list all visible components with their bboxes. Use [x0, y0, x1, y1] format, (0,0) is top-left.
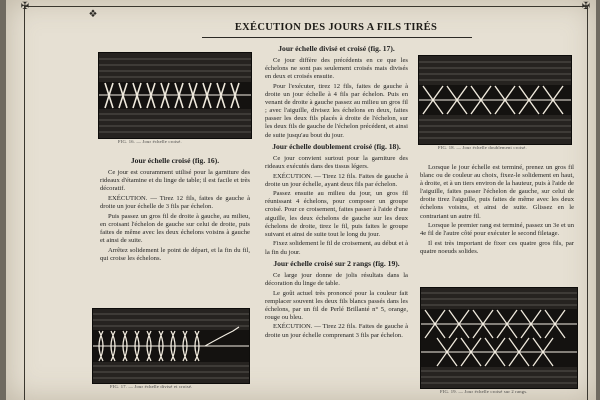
paragraph: Il est très important de fixer ces quatre gros fils, par quatre noeuds solides.: [420, 240, 574, 256]
paragraph: Arrêtez solidement le point de départ, et la fin du fil, qui croise les échelons.: [100, 246, 250, 262]
paragraph: Fixez solidement le fil de croisement, au début et à la fin du jour.: [265, 240, 408, 256]
right-text-column: [420, 164, 574, 258]
corner-ornament-icon: ✠: [581, 1, 591, 12]
section-heading-fig16: Jour échelle croisé (fig. 16).: [130, 156, 220, 165]
title-divider: [202, 37, 472, 38]
paragraph: EXÉCUTION. — Tirez 22 fils. Faites de gauche à droite un jour échelle comprenant 3 fils par échelon.: [265, 323, 408, 339]
paragraph: Ce jour diffère des précédents en ce que les échelons ne sont pas seulement croisés mais divisés en deux et croisés ensuite.: [265, 57, 408, 81]
corner-ornament-icon: ❖: [88, 9, 98, 20]
section-heading-fig18: Jour échelle doublement croisé (fig. 18).: [272, 141, 401, 151]
magazine-page: [6, 0, 596, 400]
figure-19-image: [420, 287, 578, 389]
figure-16-image: [98, 52, 252, 139]
paragraph: Passez ensuite au milieu du jour, un gros fil réunissant 4 échelons, pour composer un groupe croisé. Pour ce croisement, faites passer à l'aide d'une aiguille, les deux échelons de gauche sur les deux échelons de droite, tirez le fil, puis faites le groupe suivant et ainsi de suite tout le long du jour.: [265, 190, 408, 238]
figure-18-caption: FIG. 18. — Jour échelle doublement croisé.: [438, 145, 527, 150]
paragraph: Puis passez un gros fil de droite à gauche, au milieu, en croisant l'échelon de gauche sur celui de droite, puis faites de même avec les deux échelons voisins à gauche et ainsi de suite.: [100, 212, 250, 245]
figure-16-caption: FIG. 16. — Jour échelle croisé.: [118, 139, 182, 144]
paragraph: Lorsque le premier rang est terminé, passez un 3e et un 4e fil de l'autre côté pour exécuter le second filetage.: [420, 222, 574, 238]
paragraph: Le goût actuel très prononcé pour la couleur fait remplacer souvent les deux fils blancs passés dans les échelons, par un fil de Perlé Brillanté n° 5, orange, rouge ou bleu.: [265, 289, 408, 321]
corner-ornament-icon: ✠: [20, 1, 30, 12]
figure-19-caption: FIG. 19. — Jour échelle croisé sur 2 rangs.: [440, 389, 528, 394]
left-text-column: [100, 154, 250, 265]
figure-18-image: [418, 55, 572, 145]
paragraph: Pour l'exécuter, tirez 12 fils, faites de gauche à droite un jour échelle à 4 fils par échelon. Puis en venant de droite à gauche passez au milieu un gros fil ; avec l'aiguille, divisez les échelons en deux, faites passer les deux fils placés à droite de l'échelon, sur les deux fils de gauche de l'échelon précédent, et ainsi de suite jusqu'au bout du jour.: [265, 82, 408, 139]
paragraph: EXÉCUTION. — Tirez 12 fils. Faites de gauche à droite un jour échelle, ayant deux fils par échelon.: [265, 172, 408, 188]
middle-text-column: [265, 42, 408, 341]
section-heading-fig17: Jour échelle divisé et croisé (fig. 17).: [278, 44, 395, 53]
section-heading-fig19: Jour échelle croisé sur 2 rangs (fig. 19).: [273, 258, 400, 268]
paragraph: Ce jour est couramment utilisé pour la garniture des rideaux d'étamine et du linge de table; il est facile et très décoratif.: [100, 169, 250, 193]
paragraph: EXÉCUTION. — Tirez 12 fils, faites de gauche à droite un jour échelle de 3 fils par échelon.: [100, 194, 250, 211]
paragraph: Ce jour convient surtout pour la garniture des rideaux exécutés dans des tissus légers.: [265, 154, 408, 170]
paragraph: Ce large jour donne de jolis résultats dans la décoration du linge de table.: [265, 271, 408, 287]
figure-17-caption: FIG. 17. — Jour échelle divisé et croisé.: [110, 384, 193, 389]
paragraph: Lorsque le jour échelle est terminé, prenez un gros fil blanc ou de couleur au choix, fixez-le solidement en haut, à droite, et à un tiers environ de la hauteur, puis à l'aide de l'aiguille, faites passer l'échelon de gauche, sur celui de droite tirez l'aiguille, puis faites de même avec les deux échelons voisins, et ainsi de suite. Glissez en le contrariant un autre fil.: [420, 164, 574, 220]
page-title: EXÉCUTION DES JOURS A FILS TIRÉS: [234, 22, 438, 33]
figure-17-image: [92, 308, 250, 384]
